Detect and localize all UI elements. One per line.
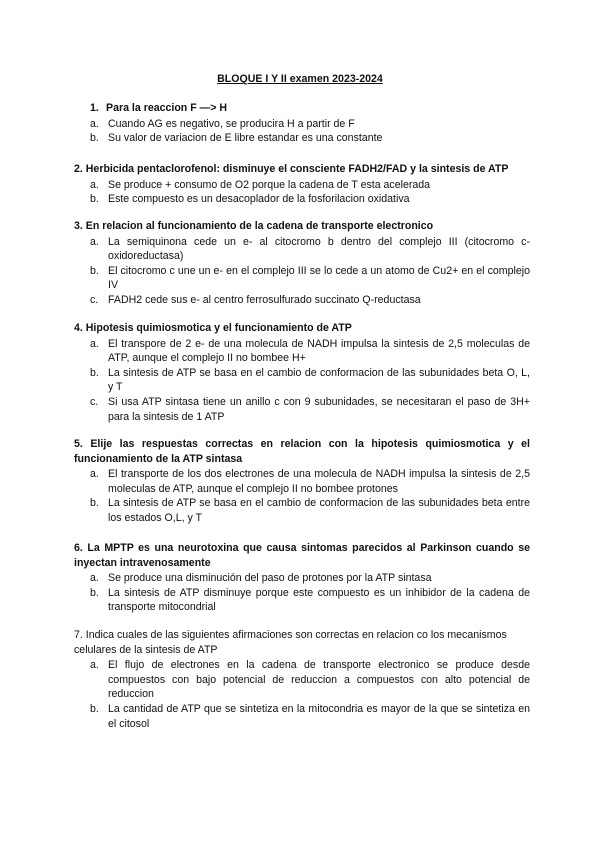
option-letter: b. [90,586,99,599]
option-text: Este compuesto es un desacoplador de la fosforilacion oxidativa [108,193,410,206]
option-list [74,467,530,525]
option-letter: b. [90,497,99,510]
question-text: 2. Herbicida pentaclorofenol: disminuye el consciente FADH2/FAD y la sintesis de ATP [74,163,509,175]
option-a [74,658,530,702]
option-letter: b. [90,366,99,379]
option-a [74,235,530,264]
question-number: 1. [90,102,99,114]
option-a [74,178,530,193]
question-text: 7. Indica cuales de las siguientes afirmaciones son correctas en relacion co los mecanismos celulares de la sintesis de ATP [74,629,507,656]
question-4 [74,321,530,424]
option-text: Se produce una disminución del paso de protones por la ATP sintasa [108,572,432,585]
option-a [74,571,530,586]
option-text: Si usa ATP sintasa tiene un anillo c con 9 subunidades, se necesitaran el paso de 3H+ para la sintesis de 1 ATP [108,395,530,423]
option-c [74,395,530,424]
option-letter: b. [90,193,99,206]
option-text: El transpore de 2 e- de una molecula de NADH impulsa la sintesis de 2,5 moleculas de ATP, aunque el complejo II no bombee H+ [108,337,530,365]
question-6 [74,541,530,615]
option-text: El flujo de electrones en la cadena de transporte electronico se produce desde compuestos con bajo potencial de reduccion a compuestos con alto potencial de reduccion [108,659,530,701]
option-letter: b. [90,132,99,145]
option-text: La sintesis de ATP disminuye porque este compuesto es un inhibidor de la cadena de transporte mitocondrial [108,586,530,614]
option-a [74,117,530,132]
question-text: 3. En relacion al funcionamiento de la cadena de transporte electronico [74,220,434,232]
question-text: Para la reaccion F —> H [106,102,228,114]
option-letter: b. [90,264,99,277]
option-letter: a. [90,468,99,481]
option-text: El transporte de los dos electrones de una molecula de NADH impulsa la sintesis de 2,5 moleculas de ATP, aunque el complejo II no bombee protones [108,468,530,495]
option-b [74,702,530,731]
option-text: La cantidad de ATP que se sintetiza en la mitocondria es mayor de la que se sintetiza en el citosol [108,702,530,730]
question-5 [74,437,530,526]
option-letter: a. [90,117,99,130]
option-text: Se produce + consumo de O2 porque la cadena de T esta acelerada [108,178,431,191]
option-letter: b. [90,702,99,715]
option-text: El citocromo c une un e- en el complejo III se lo cede a un atomo de Cu2+ en el complejo IV [108,264,530,292]
question-text: 6. La MPTP es una neurotoxina que causa sintomas parecidos al Parkinson cuando se inyectan intravenosamente [74,542,530,569]
option-b [74,131,530,146]
option-b [74,586,530,615]
option-a [74,467,530,496]
option-list [74,571,530,615]
option-b [74,496,530,525]
option-letter: a. [90,572,99,585]
option-letter: a. [90,659,99,672]
option-c [74,293,530,308]
option-b [74,264,530,293]
question-2 [74,162,530,207]
option-list [74,658,530,731]
question-1 [74,101,530,146]
option-letter: a. [90,235,99,248]
option-list [74,235,530,308]
page-title: BLOQUE I Y II examen 2023-2024 [217,73,383,85]
option-text: La semiquinona cede un e- al citocromo b dentro del complejo III (citocromo c-oxidoreductasa) [108,235,530,263]
option-letter: a. [90,178,99,191]
option-text: FADH2 cede sus e- al centro ferrosulfurado succinato Q-reductasa [108,293,421,306]
option-text: La sintesis de ATP se basa en el cambio de conformacion de las subunidades beta O, L, y T [108,366,530,394]
option-text: Cuando AG es negativo, se producira H a partir de F [108,117,355,130]
option-a [74,337,530,366]
question-heading [74,101,530,116]
question-3 [74,219,530,308]
option-b [74,192,530,207]
option-text: La sintesis de ATP se basa en el cambio de conformacion de las subunidades beta entre los estados O,L, y T [108,497,530,524]
option-b [74,366,530,395]
option-text: Su valor de variacion de E libre estandar es una constante [108,132,383,145]
option-letter: c. [90,293,99,306]
option-list [74,178,530,207]
option-letter: c. [90,395,99,408]
question-text: 4. Hipotesis quimiosmotica y el funcionamiento de ATP [74,322,352,334]
question-text: 5. Elije las respuestas correctas en relacion con la hipotesis quimiosmotica y el funcionamiento de la ATP sintasa [74,438,530,465]
question-7 [74,628,530,731]
option-list [74,117,530,146]
option-list [74,337,530,425]
option-letter: a. [90,337,99,350]
